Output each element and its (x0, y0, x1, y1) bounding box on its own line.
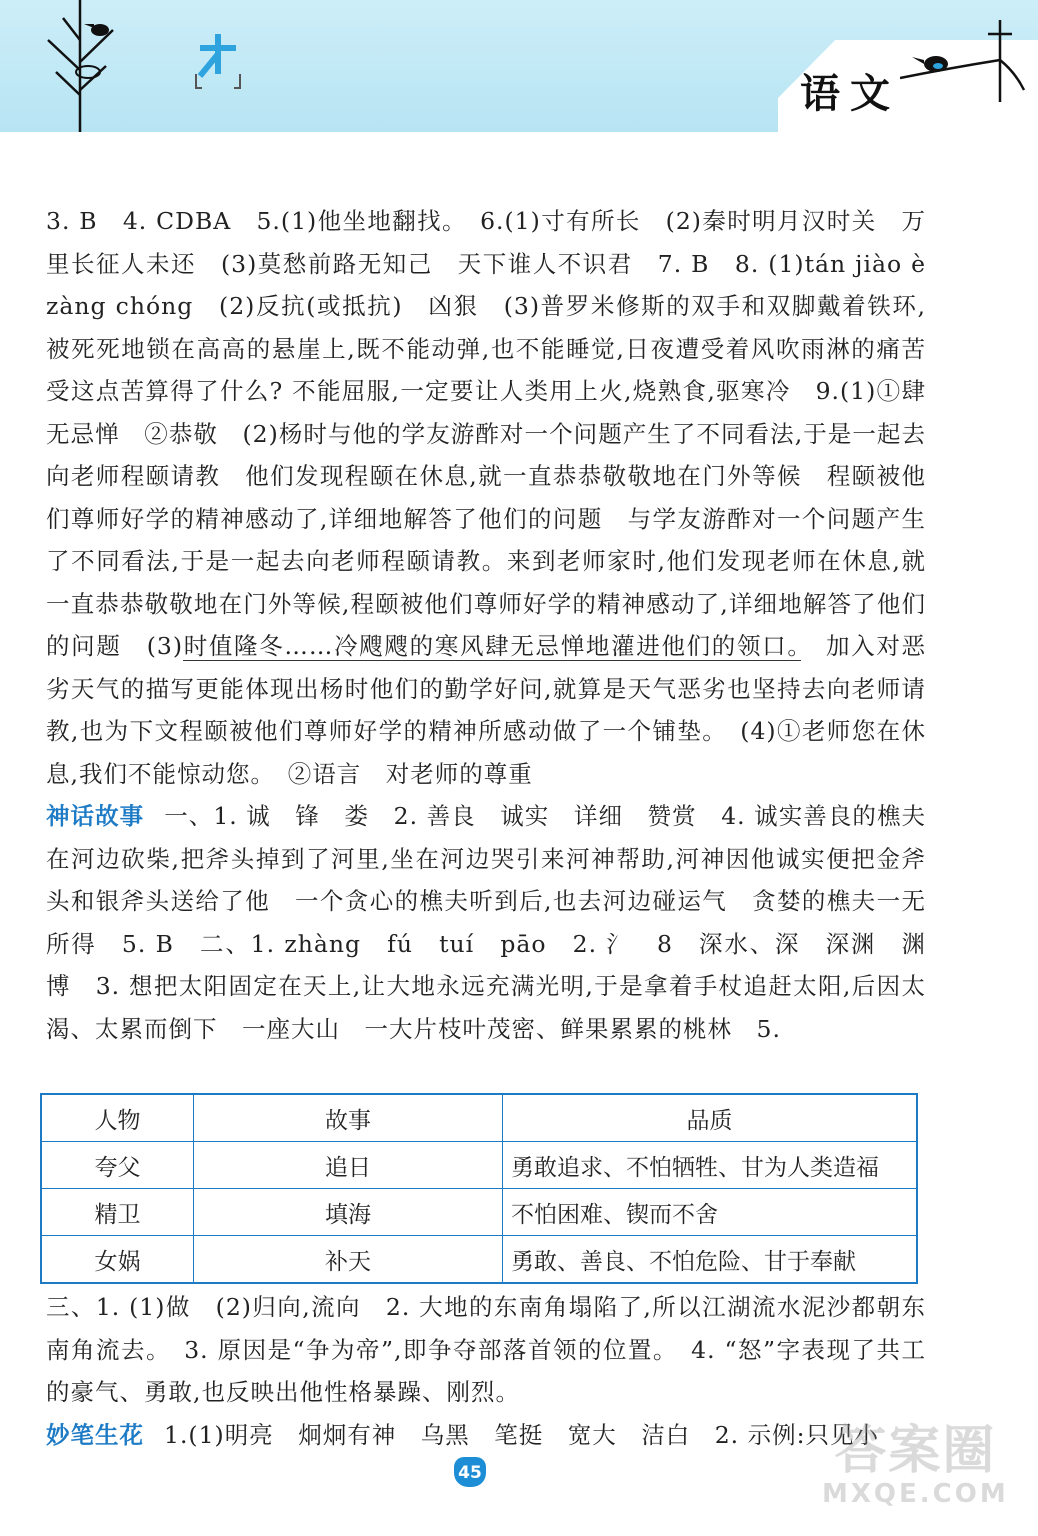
table-header: 人物 (41, 1094, 194, 1142)
table-header-row (41, 1094, 917, 1142)
table-cell: 女娲 (41, 1236, 194, 1284)
table-row (41, 1189, 917, 1236)
answer-content-lower (46, 1286, 926, 1456)
section-writing-text: 1.(1)明亮 炯炯有神 乌黑 笔挺 宽大 洁白 2. 示例:只见小 (164, 1420, 880, 1449)
section-title-writing: 妙笔生花 (46, 1420, 144, 1449)
tree-bird-icon (900, 20, 1030, 110)
answer-paragraph: 3. B 4. CDBA 5.(1)他坐地翻找。 6.(1)寸有所长 (2)秦时明月汉时关 万里长征人未还 (3)莫愁前路无知己 天下谁人不识君 7. B 8. (1)tán jiào è zàng chóng (2)反抗(或抵抗) 凶狠 (3)普罗米修斯的双手和双脚戴着铁环,被死死地锁在高高的悬崖上,既不能动弹,也不能睡觉,日夜遭受着风吹雨淋的痛苦 受这点苦算得了什么? 不能屈服,一定要让人类用上火,烧熟食,驱寒冷 9.(1)①肆无忌惮 ②恭敬 (2)杨时与他的学友游酢对一个问题产生了不同看法,于是一起去向老师程颐请教 他们发现程颐在休息,就一直恭恭敬敬地在门外等候 程颐被他们尊师好学的精神感动了,详细地解答了他们的问题 与学友游酢对一个问题产生了不同看法,于是一起去向老师程颐请教。来到老师家时,他们发现老师在休息,就一直恭恭敬敬地在门外等候,程颐被他们尊师好学的精神感动了,详细地解答了他们的问题 (3) (46, 207, 951, 660)
watermark-text: 答案圈 (834, 1421, 997, 1481)
table-row (41, 1236, 917, 1284)
watermark-url: MXQE.COM (822, 1479, 1009, 1509)
watermark (822, 1408, 1009, 1509)
table-cell: 不怕困难、锲而不舍 (503, 1189, 918, 1236)
subject-title: 语文 (800, 71, 900, 117)
myth-table (40, 1093, 918, 1284)
logo-icon (190, 30, 250, 100)
underlined-quote: 时值隆冬……冷飕飕的寒风肆无忌惮地灌进他们的领口。 (183, 632, 801, 660)
table-cell: 勇敢、善良、不怕危险、甘于奉献 (503, 1236, 918, 1284)
answer-paragraph: 三、1. (1)做 (2)归向,流向 2. 大地的东南角塌陷了,所以江湖流水泥沙都朝东南角流去。 3. 原因是“争为帝”,即争夺部落首领的位置。 4. “怒”字表现了共工的豪气、勇敢,也反映出他性格暴躁、刚烈。 (46, 1293, 926, 1406)
table-header: 故事 (194, 1094, 503, 1142)
table-row (41, 1142, 917, 1189)
table-cell: 补天 (194, 1236, 503, 1284)
answer-paragraph: 加入对恶劣天气的描写更能体现出杨时他们的勤学好问,就算是天气恶劣也坚持去向老师请教,也为下文程颐被他们尊师好学的精神所感动做了一个铺垫。 (4)①老师您在休息,我们不能惊动您。 ②语言 对老师的尊重 (46, 632, 927, 788)
table-cell: 追日 (194, 1142, 503, 1189)
page-number: 45 (454, 1457, 486, 1487)
table-cell: 精卫 (41, 1189, 194, 1236)
answer-content (46, 200, 951, 1050)
table-header: 品质 (503, 1094, 918, 1142)
tree-bird-icon (28, 0, 138, 135)
table-cell: 夸父 (41, 1142, 194, 1189)
table-cell: 勇敢追求、不怕牺牲、甘为人类造福 (503, 1142, 918, 1189)
table-cell: 填海 (194, 1189, 503, 1236)
section-title-myth: 神话故事 (46, 802, 145, 830)
section-myth-text: 一、1. 诚 锋 娄 2. 善良 诚实 详细 赞赏 4. 诚实善良的樵夫在河边砍柴,把斧头掉到了河里,坐在河边哭引来河神帮助,河神因他诚实便把金斧头和银斧头送给了他 一个贪心的樵夫听到后,也去河边碰运气 贪婪的樵夫一无所得 5. B 二、1. zhàng fú tuí pāo 2. 氵 8 深水、深 深渊 渊博 3. 想把太阳固定在天上,让大地永远充满光明,于是拿着手杖追赶太阳,后因太渴、太累而倒下 一座大山 一大片枝叶茂密、鲜果累累的桃林 5. (46, 802, 927, 1043)
